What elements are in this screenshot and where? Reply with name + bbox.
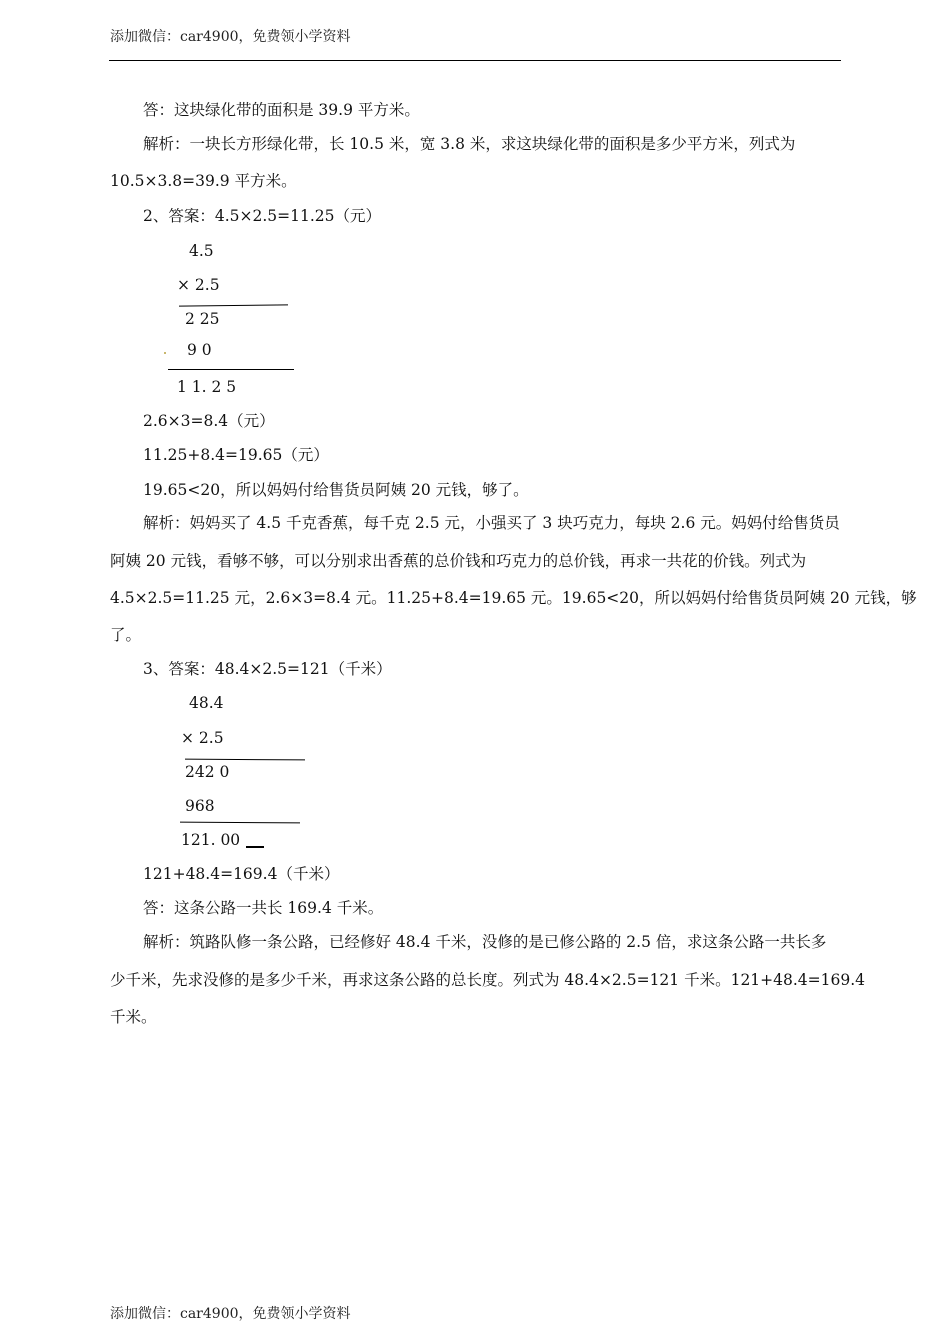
q3-partial1: 242 0 [185,763,230,781]
q3-analysis-line1: 解析：筑路队修一条公路，已经修好 48.4 千米，没修的是已修公路的 2.5 倍，求这条公路一共长多 [143,933,827,951]
q1-analysis-line2: 10.5×3.8=39.9 平方米。 [110,172,297,190]
q2-line2: 11.25+8.4=19.65（元） [143,446,329,464]
q2-line1: 2.6×3=8.4（元） [143,412,275,430]
stray-dash [246,846,264,848]
q3-multiplicand: 48.4 [189,694,224,712]
page-footer: 添加微信：car4900，免费领小学资料 [110,1306,351,1322]
header-rule [109,60,841,61]
q2-multiplier: × 2.5 [177,276,220,294]
q2-result: 1 1. 2 5 [177,378,237,396]
q3-answer: 答：这条公路一共长 169.4 千米。 [143,899,384,917]
q2-partial1: 2 25 [185,310,220,328]
q2-analysis-line1: 解析：妈妈买了 4.5 千克香蕉，每千克 2.5 元，小强买了 3 块巧克力，每块 2.6 元。妈妈付给售货员 [143,514,840,532]
q3-analysis-line2: 少千米，先求没修的是多少千米，再求这条公路的总长度。列式为 48.4×2.5=121 千米。121+48.4=169.4 [110,971,866,989]
q2-analysis-line4: 了。 [110,626,142,644]
q2-line3: 19.65<20，所以妈妈付给售货员阿姨 20 元钱，够了。 [143,481,529,499]
q3-line1: 121+48.4=169.4（千米） [143,865,340,883]
q2-analysis-line3: 4.5×2.5=11.25 元，2.6×3=8.4 元。11.25+8.4=19.65 元。19.65<20，所以妈妈付给售货员阿姨 20 元钱，够 [110,589,917,607]
q2-partial2: 9 0 [187,341,212,359]
q3-result: 121. 00 [181,831,241,849]
q2-rule-1 [179,304,288,306]
q1-answer: 答：这块绿化带的面积是 39.9 平方米。 [143,101,420,119]
q2-analysis-line2: 阿姨 20 元钱，看够不够，可以分别求出香蕉的总价钱和巧克力的总价钱，再求一共花的价钱。列式为 [110,552,807,570]
q2-heading: 2、答案：4.5×2.5=11.25（元） [143,207,382,225]
q3-analysis-line3: 千米。 [110,1008,157,1026]
q3-multiplier: × 2.5 [181,729,224,747]
q3-rule-2 [180,822,300,824]
q3-rule-1 [185,759,305,761]
stray-mark [164,352,166,354]
page-header: 添加微信：car4900，免费领小学资料 [110,29,351,45]
q3-heading: 3、答案：48.4×2.5=121（千米） [143,660,392,678]
q2-rule-2 [168,369,294,370]
q3-partial2: 968 [185,797,215,815]
q1-analysis-line1: 解析：一块长方形绿化带，长 10.5 米，宽 3.8 米，求这块绿化带的面积是多少平方米，列式为 [143,135,796,153]
q2-multiplicand: 4.5 [189,242,214,260]
